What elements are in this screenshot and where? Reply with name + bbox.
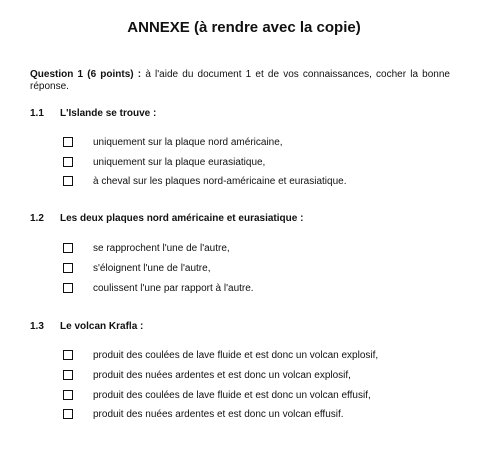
answer-checkbox[interactable] [63,137,73,147]
question-1-1-heading [30,108,156,120]
question-1-2-heading [30,213,303,225]
question-text: L'Islande se trouve : [60,108,157,119]
answer-label: uniquement sur la plaque eurasiatique, [93,157,266,168]
question-1-intro [30,69,450,92]
answer-checkbox[interactable] [63,176,73,186]
question-number: 1.3 [30,321,44,332]
question-text: Le volcan Krafla : [60,321,144,332]
answer-checkbox[interactable] [63,370,73,380]
answer-checkbox[interactable] [63,157,73,167]
answer-label: à cheval sur les plaques nord-américaine et eurasiatique. [93,176,347,187]
page-title: ANNEXE (à rendre avec la copie) [127,19,361,36]
answer-label: produit des coulées de lave fluide et est donc un volcan explosif, [93,350,379,361]
answer-checkbox[interactable] [63,283,73,293]
answer-label: produit des coulées de lave fluide et est donc un volcan effusif, [93,390,371,401]
question-1-lead: Question 1 (6 points) : [30,69,142,80]
answer-label: s'éloignent l'une de l'autre, [93,263,211,274]
answer-label: produit des nuées ardentes et est donc un volcan explosif, [93,370,351,381]
answer-checkbox[interactable] [63,263,73,273]
answer-checkbox[interactable] [63,350,73,360]
answer-checkbox[interactable] [63,243,73,253]
answer-checkbox[interactable] [63,409,73,419]
answer-checkbox[interactable] [63,390,73,400]
answer-label: produit des nuées ardentes et est donc un volcan effusif. [93,409,344,420]
answer-label: uniquement sur la plaque nord américaine, [93,137,283,148]
answer-label: coulissent l'une par rapport à l'autre. [93,283,254,294]
question-1-3-heading [30,321,143,333]
question-number: 1.2 [30,213,44,224]
question-1-instructions: à l'aide du document 1 et de vos connaissances, cocher la bonne réponse. [30,69,450,92]
question-text: Les deux plaques nord américaine et eurasiatique : [60,213,304,224]
answer-label: se rapprochent l'une de l'autre, [93,243,230,254]
question-number: 1.1 [30,108,44,119]
